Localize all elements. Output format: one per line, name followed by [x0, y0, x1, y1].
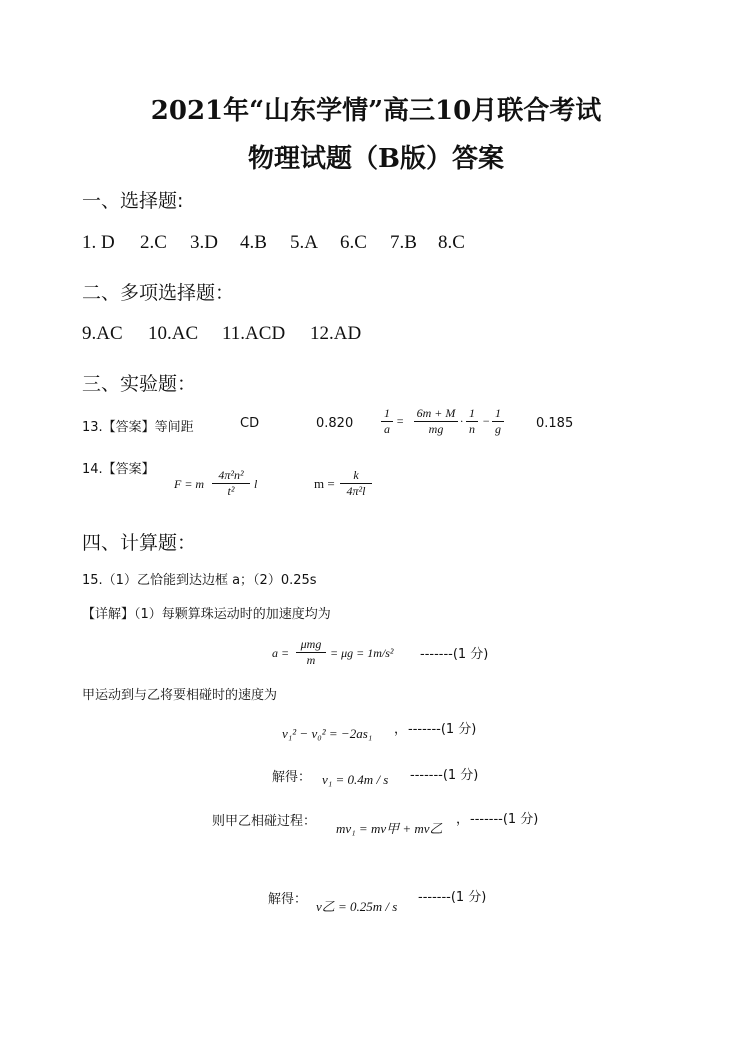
section-heading-choice: 一、选择题:	[82, 190, 184, 212]
q14-formula-m: m =	[314, 476, 335, 491]
score-mark: -------(1 分)	[420, 647, 489, 662]
q13-formula-lhs: 1 a	[381, 406, 393, 437]
page-title: 2021年“山东学情”高三10月联合考试	[150, 96, 602, 126]
q15-detail-intro: 【详解】（1）每颗算珠运动时的加速度均为	[82, 607, 331, 622]
answer-item: 11.ACD	[222, 323, 286, 344]
q13-answer-result: 0.185	[536, 416, 574, 431]
score-mark: -------(1 分)	[408, 722, 477, 737]
q14-formula-f: F = m	[174, 477, 205, 491]
answer-item: 2.C	[140, 232, 167, 253]
answer-item: 3.D	[190, 232, 218, 253]
score-mark: -------(1 分)	[470, 812, 539, 827]
answer-item: 1. D	[82, 232, 115, 253]
q14-label: 14.【答案】	[82, 462, 155, 477]
section-heading-experiment: 三、实验题：	[82, 373, 197, 395]
q15-answer: 15.（1）乙恰能到达边框 a；（2）0.25s	[82, 573, 317, 588]
q15-eq2: v₁² − v₀² = −2as₁	[282, 726, 373, 741]
q13-answer-value: 0.820	[316, 416, 354, 431]
q13-label: 13.【答案】等间距	[82, 420, 194, 435]
section-heading-multiple: 二、多项选择题：	[82, 282, 235, 304]
answer-item: 5.A	[290, 232, 318, 253]
q15-eq3: v₁ = 0.4m / s	[322, 772, 389, 787]
answer-item: 9.AC	[82, 323, 123, 344]
page-subtitle: 物理试题（B版）答案	[248, 144, 504, 174]
answer-item: 4.B	[240, 232, 267, 253]
q15-text: 甲运动到与乙将要相碰时的速度为	[82, 688, 278, 703]
score-mark: -------(1 分)	[410, 768, 479, 783]
q13-answer-cd: CD	[240, 416, 260, 431]
answer-item: 10.AC	[148, 323, 199, 344]
q15-eq5: v乙 = 0.25m / s	[316, 899, 398, 914]
answer-item: 12.AD	[310, 323, 362, 344]
score-mark: -------(1 分)	[418, 890, 487, 905]
q15-eq4: mv₁ = mv甲 + mv乙	[336, 821, 443, 836]
answer-item: 8.C	[438, 232, 465, 253]
section-heading-calculation: 四、计算题：	[82, 532, 197, 554]
q15-eq1: a =	[272, 646, 290, 660]
answer-item: 7.B	[390, 232, 417, 253]
answer-item: 6.C	[340, 232, 367, 253]
q13-formula-rhs: 6m + M mg	[414, 406, 458, 437]
